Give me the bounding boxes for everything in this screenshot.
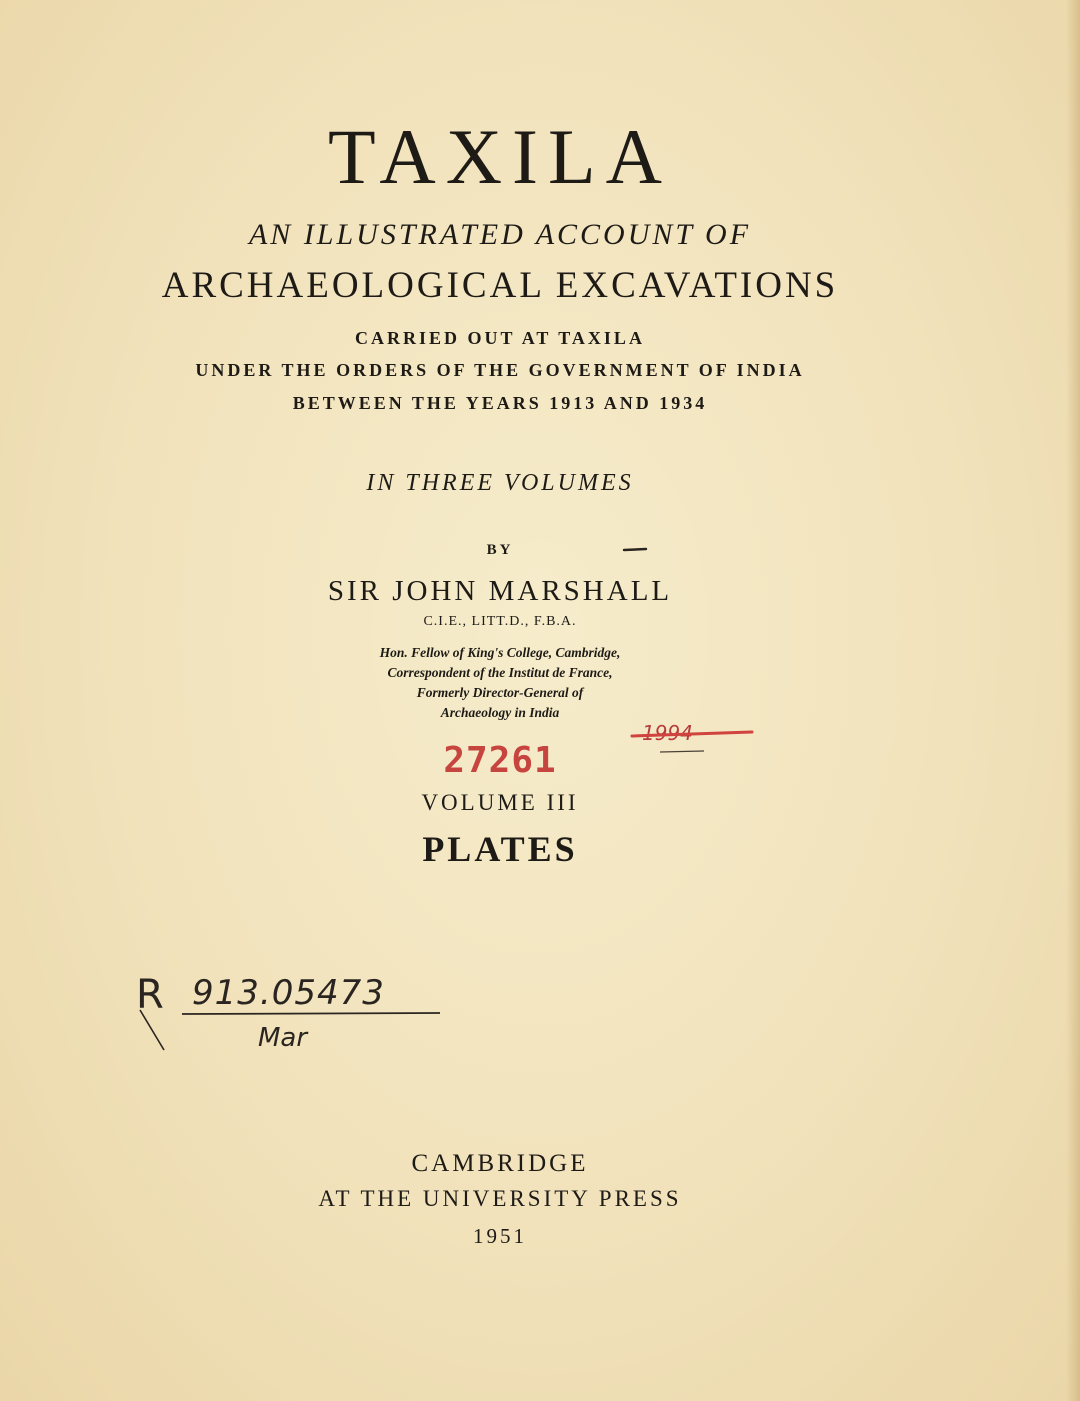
publisher-name: AT THE UNIVERSITY PRESS	[318, 1186, 682, 1211]
accession-stamp: 27261	[443, 740, 557, 781]
volume-number: VOLUME III	[421, 790, 579, 815]
handwritten-call-number	[130, 960, 450, 1060]
affiliation-line: Archaeology in India	[440, 705, 560, 720]
orders-line: UNDER THE ORDERS OF THE GOVERNMENT OF INDIA	[195, 360, 805, 380]
publisher-city: CAMBRIDGE	[411, 1150, 589, 1177]
carried-out-line: CARRIED OUT AT TAXILA	[355, 328, 645, 348]
author-credentials: C.I.E., LITT.D., F.B.A.	[423, 614, 577, 629]
subtitle-main: ARCHAEOLOGICAL EXCAVATIONS	[161, 265, 839, 306]
book-title: TAXILA	[327, 113, 672, 200]
author-name: SIR JOHN MARSHALL	[327, 575, 673, 607]
between-years-line: BETWEEN THE YEARS 1913 AND 1934	[292, 393, 708, 413]
by-label: BY	[486, 542, 514, 558]
reference-letter: R	[136, 972, 164, 1018]
affiliation-line: Formerly Director-General of	[416, 685, 584, 700]
affiliation-line: Hon. Fellow of King's College, Cambridge,	[379, 645, 621, 660]
subtitle-italic: AN ILLUSTRATED ACCOUNT OF	[248, 218, 752, 251]
call-number-drawing	[130, 960, 450, 1060]
volumes-note: IN THREE VOLUMES	[366, 470, 634, 496]
call-number-text: 913.05473	[192, 973, 385, 1013]
author-code-text: Mar	[258, 1023, 308, 1053]
affiliation-line: Correspondent of the Institut de France,	[387, 665, 613, 680]
volume-title: PLATES	[422, 829, 578, 869]
crossed-number-text: 1994	[642, 721, 693, 745]
publication-year: 1951	[473, 1224, 527, 1248]
handwritten-crossed-number	[612, 540, 762, 770]
